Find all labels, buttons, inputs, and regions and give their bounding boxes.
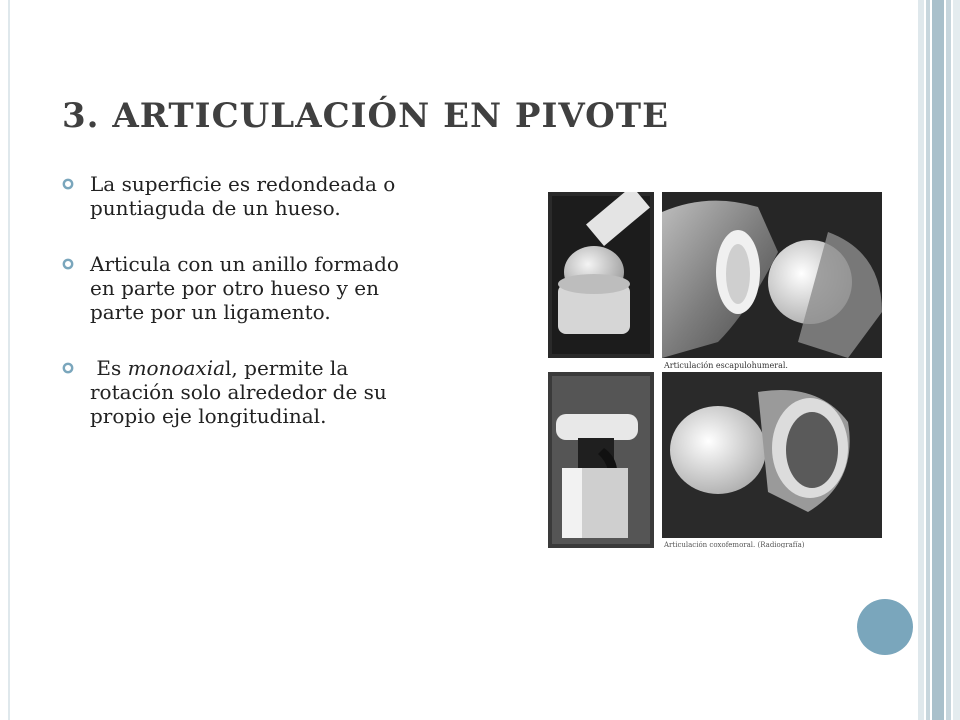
bullet-text-suffix: l, permite la rotación solo alrededor de su propio eje longitudinal. <box>90 356 387 428</box>
bullet-item <box>62 172 422 220</box>
figure-caption-top: Articulación escapulohumeral. <box>664 361 788 370</box>
bullet-text-emphasis: monoaxia <box>127 356 226 380</box>
decor-stripe <box>953 0 960 720</box>
figure-caption-bottom: Articulación coxofemoral. (Radiografía) <box>664 541 805 548</box>
bullet-item <box>62 356 422 428</box>
bullet-list <box>62 172 422 428</box>
decor-circle <box>857 599 913 655</box>
joint-figure-image <box>548 192 882 548</box>
ring-bullet-icon <box>62 178 74 190</box>
decor-stripe <box>932 0 944 720</box>
left-frame-line <box>8 0 10 720</box>
decor-stripe <box>926 0 930 720</box>
joint-figure <box>548 192 882 548</box>
bullet-text: La superficie es redondeada o puntiaguda de un hueso. <box>90 172 396 220</box>
decor-stripe <box>946 0 951 720</box>
bullet-text: Articula con un anillo formado en parte por otro hueso y en parte por un ligamento. <box>90 252 399 324</box>
bullet-text-prefix: Es <box>90 356 128 380</box>
decor-stripe <box>918 0 924 720</box>
slide-title: 3. ARTICULACIÓN EN PIVOTE <box>62 96 669 136</box>
bullet-item <box>62 252 422 324</box>
ring-bullet-icon <box>62 258 74 270</box>
ring-bullet-icon <box>62 362 74 374</box>
